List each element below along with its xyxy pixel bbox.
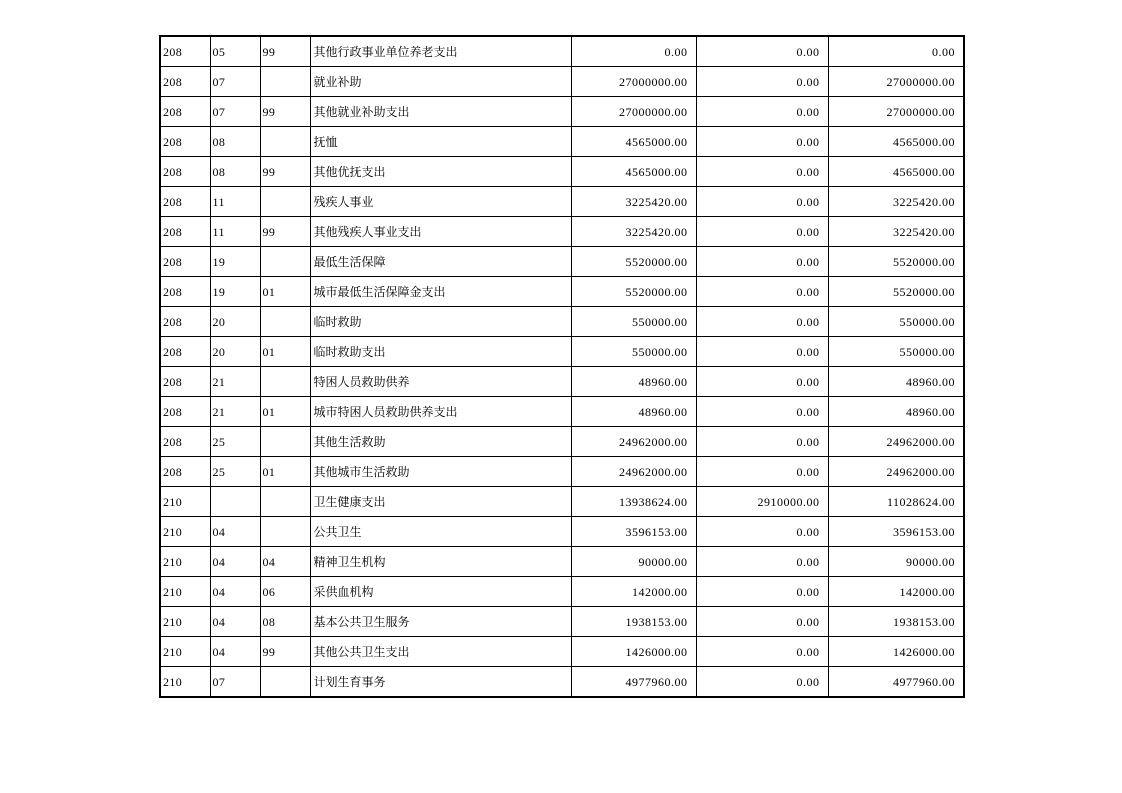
section-code-cell: 21 [210,367,260,397]
class-code-cell: 208 [160,97,210,127]
table-row [160,577,964,607]
amount-total-cell: 24962000.00 [571,427,696,457]
amount-total-cell: 5520000.00 [571,247,696,277]
amount-total-cell: 90000.00 [571,547,696,577]
item-name-cell: 最低生活保障 [310,247,571,277]
item-code-cell [260,487,310,517]
table-row [160,277,964,307]
item-code-cell [260,367,310,397]
amount-total-cell: 550000.00 [571,307,696,337]
item-name-cell: 其他生活救助 [310,427,571,457]
section-code-cell: 19 [210,247,260,277]
budget-table [159,35,965,698]
amount-total-cell: 5520000.00 [571,277,696,307]
amount-second-cell: 0.00 [696,577,828,607]
section-code-cell: 04 [210,547,260,577]
table-row [160,36,964,67]
section-code-cell [210,487,260,517]
table-row [160,667,964,698]
amount-third-cell: 5520000.00 [828,247,964,277]
table-row [160,457,964,487]
class-code-cell: 208 [160,457,210,487]
item-code-cell [260,247,310,277]
amount-total-cell: 3225420.00 [571,187,696,217]
amount-second-cell: 0.00 [696,337,828,367]
item-name-cell: 城市最低生活保障金支出 [310,277,571,307]
amount-second-cell: 0.00 [696,397,828,427]
class-code-cell: 208 [160,397,210,427]
amount-second-cell: 0.00 [696,67,828,97]
section-code-cell: 07 [210,67,260,97]
amount-third-cell: 27000000.00 [828,97,964,127]
class-code-cell: 208 [160,427,210,457]
item-code-cell [260,67,310,97]
table-row [160,517,964,547]
section-code-cell: 08 [210,127,260,157]
amount-third-cell: 11028624.00 [828,487,964,517]
table-row [160,307,964,337]
class-code-cell: 208 [160,277,210,307]
item-code-cell [260,517,310,547]
amount-third-cell: 24962000.00 [828,427,964,457]
class-code-cell: 208 [160,157,210,187]
table-row [160,67,964,97]
item-code-cell: 08 [260,607,310,637]
amount-second-cell: 0.00 [696,127,828,157]
section-code-cell: 08 [210,157,260,187]
item-name-cell: 采供血机构 [310,577,571,607]
class-code-cell: 210 [160,637,210,667]
amount-third-cell: 4977960.00 [828,667,964,698]
item-code-cell: 99 [260,217,310,247]
class-code-cell: 210 [160,517,210,547]
table-row [160,487,964,517]
amount-second-cell: 0.00 [696,97,828,127]
section-code-cell: 25 [210,427,260,457]
table-row [160,127,964,157]
table-row [160,217,964,247]
amount-total-cell: 48960.00 [571,367,696,397]
class-code-cell: 208 [160,187,210,217]
section-code-cell: 21 [210,397,260,427]
amount-third-cell: 0.00 [828,36,964,67]
amount-second-cell: 0.00 [696,36,828,67]
amount-second-cell: 0.00 [696,307,828,337]
item-code-cell: 01 [260,277,310,307]
table-row [160,397,964,427]
amount-third-cell: 24962000.00 [828,457,964,487]
amount-total-cell: 0.00 [571,36,696,67]
item-name-cell: 公共卫生 [310,517,571,547]
item-name-cell: 残疾人事业 [310,187,571,217]
amount-total-cell: 1426000.00 [571,637,696,667]
item-code-cell: 04 [260,547,310,577]
class-code-cell: 208 [160,217,210,247]
amount-third-cell: 1938153.00 [828,607,964,637]
amount-second-cell: 0.00 [696,187,828,217]
amount-second-cell: 0.00 [696,427,828,457]
item-code-cell: 01 [260,457,310,487]
table-body [160,36,964,697]
table-row [160,97,964,127]
class-code-cell: 210 [160,607,210,637]
item-code-cell [260,667,310,698]
item-name-cell: 城市特困人员救助供养支出 [310,397,571,427]
table-row [160,607,964,637]
item-name-cell: 就业补助 [310,67,571,97]
amount-second-cell: 0.00 [696,607,828,637]
amount-second-cell: 0.00 [696,457,828,487]
amount-total-cell: 550000.00 [571,337,696,367]
amount-third-cell: 1426000.00 [828,637,964,667]
amount-third-cell: 48960.00 [828,367,964,397]
class-code-cell: 208 [160,367,210,397]
section-code-cell: 04 [210,577,260,607]
table-row [160,337,964,367]
item-name-cell: 其他城市生活救助 [310,457,571,487]
item-code-cell: 01 [260,337,310,367]
amount-total-cell: 4977960.00 [571,667,696,698]
table-row [160,367,964,397]
item-name-cell: 其他就业补助支出 [310,97,571,127]
table-row [160,247,964,277]
item-code-cell [260,187,310,217]
class-code-cell: 208 [160,337,210,367]
class-code-cell: 210 [160,487,210,517]
amount-total-cell: 3225420.00 [571,217,696,247]
section-code-cell: 04 [210,517,260,547]
item-code-cell: 01 [260,397,310,427]
class-code-cell: 210 [160,577,210,607]
item-name-cell: 精神卫生机构 [310,547,571,577]
section-code-cell: 04 [210,607,260,637]
amount-second-cell: 2910000.00 [696,487,828,517]
section-code-cell: 04 [210,637,260,667]
item-code-cell: 99 [260,36,310,67]
table-row [160,427,964,457]
amount-total-cell: 13938624.00 [571,487,696,517]
amount-second-cell: 0.00 [696,667,828,698]
item-code-cell: 99 [260,637,310,667]
section-code-cell: 25 [210,457,260,487]
amount-third-cell: 4565000.00 [828,157,964,187]
amount-third-cell: 48960.00 [828,397,964,427]
table-row [160,547,964,577]
amount-second-cell: 0.00 [696,277,828,307]
section-code-cell: 20 [210,307,260,337]
item-name-cell: 卫生健康支出 [310,487,571,517]
class-code-cell: 208 [160,36,210,67]
item-name-cell: 抚恤 [310,127,571,157]
amount-third-cell: 3225420.00 [828,187,964,217]
class-code-cell: 208 [160,247,210,277]
item-name-cell: 其他公共卫生支出 [310,637,571,667]
item-name-cell: 计划生育事务 [310,667,571,698]
class-code-cell: 210 [160,547,210,577]
table-row [160,187,964,217]
item-name-cell: 临时救助支出 [310,337,571,367]
amount-third-cell: 550000.00 [828,307,964,337]
item-code-cell [260,307,310,337]
item-name-cell: 特困人员救助供养 [310,367,571,397]
amount-third-cell: 5520000.00 [828,277,964,307]
amount-third-cell: 142000.00 [828,577,964,607]
item-code-cell: 99 [260,157,310,187]
item-code-cell [260,127,310,157]
amount-second-cell: 0.00 [696,217,828,247]
amount-third-cell: 3596153.00 [828,517,964,547]
amount-total-cell: 4565000.00 [571,127,696,157]
amount-total-cell: 4565000.00 [571,157,696,187]
class-code-cell: 208 [160,307,210,337]
amount-total-cell: 142000.00 [571,577,696,607]
class-code-cell: 210 [160,667,210,698]
amount-second-cell: 0.00 [696,247,828,277]
amount-total-cell: 3596153.00 [571,517,696,547]
item-name-cell: 其他行政事业单位养老支出 [310,36,571,67]
item-name-cell: 其他优抚支出 [310,157,571,187]
amount-total-cell: 27000000.00 [571,67,696,97]
section-code-cell: 07 [210,667,260,698]
amount-total-cell: 1938153.00 [571,607,696,637]
amount-third-cell: 550000.00 [828,337,964,367]
class-code-cell: 208 [160,127,210,157]
section-code-cell: 11 [210,187,260,217]
class-code-cell: 208 [160,67,210,97]
section-code-cell: 05 [210,36,260,67]
item-code-cell: 06 [260,577,310,607]
item-name-cell: 其他残疾人事业支出 [310,217,571,247]
amount-total-cell: 48960.00 [571,397,696,427]
table-row [160,637,964,667]
amount-second-cell: 0.00 [696,367,828,397]
amount-total-cell: 24962000.00 [571,457,696,487]
item-name-cell: 临时救助 [310,307,571,337]
amount-third-cell: 4565000.00 [828,127,964,157]
table-row [160,157,964,187]
amount-third-cell: 3225420.00 [828,217,964,247]
amount-second-cell: 0.00 [696,517,828,547]
item-code-cell: 99 [260,97,310,127]
amount-second-cell: 0.00 [696,157,828,187]
amount-second-cell: 0.00 [696,637,828,667]
section-code-cell: 19 [210,277,260,307]
amount-total-cell: 27000000.00 [571,97,696,127]
item-name-cell: 基本公共卫生服务 [310,607,571,637]
amount-third-cell: 27000000.00 [828,67,964,97]
section-code-cell: 07 [210,97,260,127]
section-code-cell: 20 [210,337,260,367]
section-code-cell: 11 [210,217,260,247]
item-code-cell [260,427,310,457]
amount-second-cell: 0.00 [696,547,828,577]
amount-third-cell: 90000.00 [828,547,964,577]
